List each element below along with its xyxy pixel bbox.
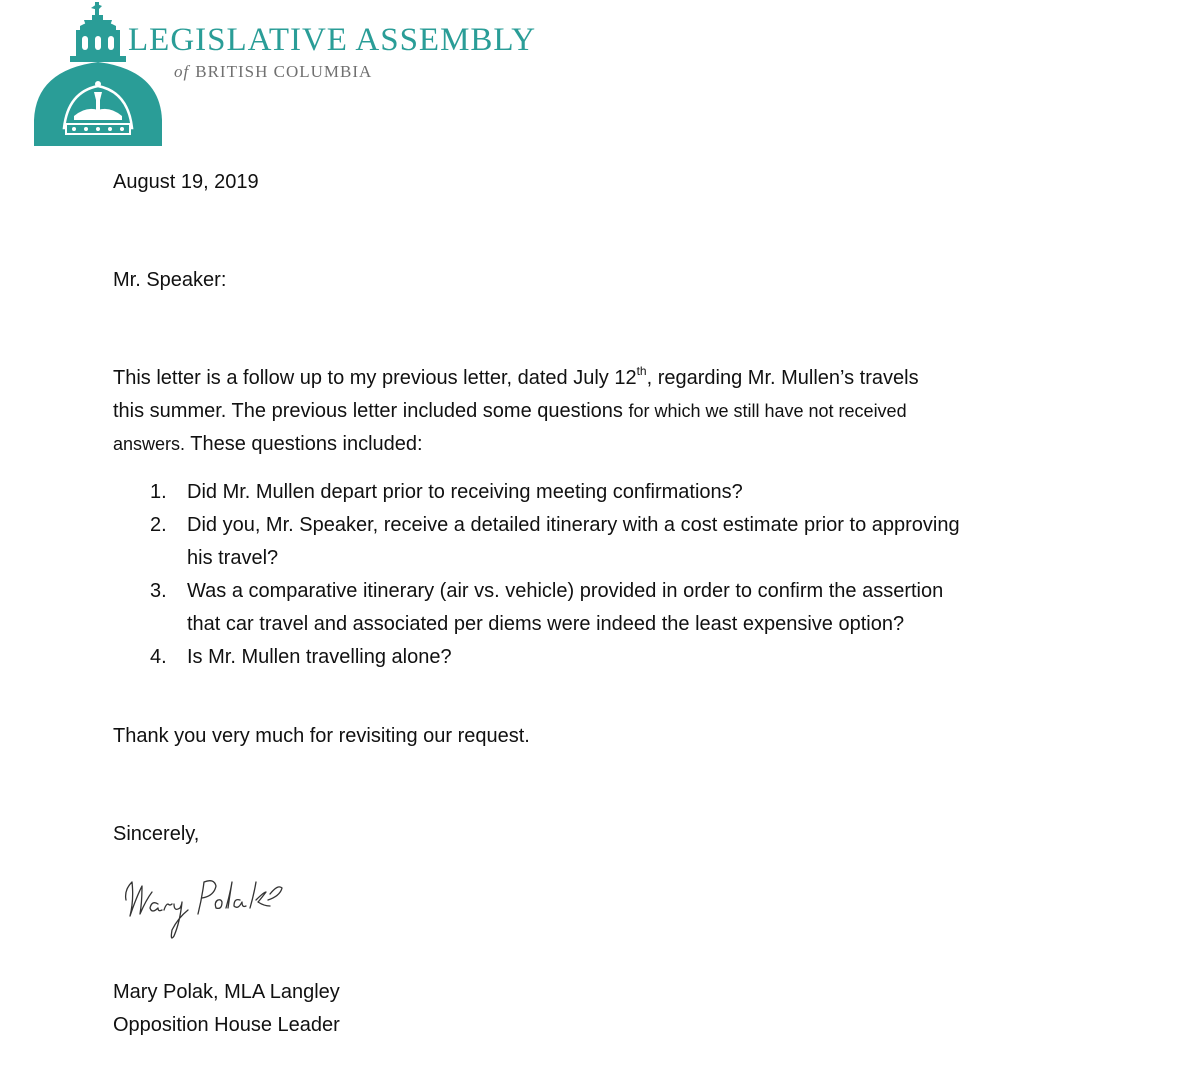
- intro-line-1-rest: , regarding Mr. Mullen’s travels: [646, 367, 919, 389]
- question-number: 2.: [150, 514, 167, 536]
- question-number: 3.: [150, 580, 167, 602]
- question-text: Is Mr. Mullen travelling alone?: [187, 646, 452, 668]
- intro-line-2-text: this summer. The previous letter included some questions: [113, 400, 629, 422]
- question-item: [113, 575, 1113, 641]
- letterhead-subtitle: [174, 62, 372, 82]
- letter-salutation: Mr. Speaker:: [113, 269, 227, 291]
- intro-line-2-small: for which we still have not received: [628, 401, 907, 421]
- question-item: [113, 641, 1113, 674]
- question-text: Did you, Mr. Speaker, receive a detailed itinerary with a cost estimate prior to approving: [187, 514, 960, 536]
- question-text: Was a comparative itinerary (air vs. vehicle) provided in order to confirm the assertion: [187, 580, 944, 602]
- question-list: [113, 476, 1113, 674]
- intro-line-3-small: answers.: [113, 434, 186, 454]
- question-text-continued: his travel?: [187, 547, 279, 569]
- question-text: Did Mr. Mullen depart prior to receiving meeting confirmations?: [187, 481, 743, 503]
- question-item: [113, 509, 1113, 575]
- signer-title: Opposition House Leader: [113, 1014, 340, 1036]
- letter-intro-paragraph: [113, 362, 1113, 461]
- letter-date: August 19, 2019: [113, 171, 259, 193]
- question-number: 1.: [150, 481, 167, 503]
- question-text-continued: that car travel and associated per diems were indeed the least expensive option?: [187, 613, 905, 635]
- letterhead-title: LEGISLATIVE ASSEMBLY: [128, 22, 537, 58]
- handwritten-signature: [118, 870, 288, 950]
- letter-thanks: Thank you very much for revisiting our request.: [113, 725, 530, 747]
- intro-line-1-text: This letter is a follow up to my previous letter, dated July 12: [113, 367, 637, 389]
- intro-line-3-text: These questions included:: [185, 433, 423, 455]
- letter-closing: Sincerely,: [113, 823, 200, 845]
- intro-line-3: [113, 428, 1113, 461]
- intro-superscript: th: [636, 364, 647, 379]
- letterhead-of: of: [174, 62, 190, 81]
- signer-name: Mary Polak, MLA Langley: [113, 981, 340, 1003]
- intro-line-1: [113, 362, 1113, 395]
- letterhead-subtitle-text: BRITISH COLUMBIA: [195, 62, 373, 81]
- letterhead: [34, 0, 634, 150]
- question-item: [113, 476, 1113, 509]
- intro-line-2: [113, 395, 1113, 428]
- question-number: 4.: [150, 646, 167, 668]
